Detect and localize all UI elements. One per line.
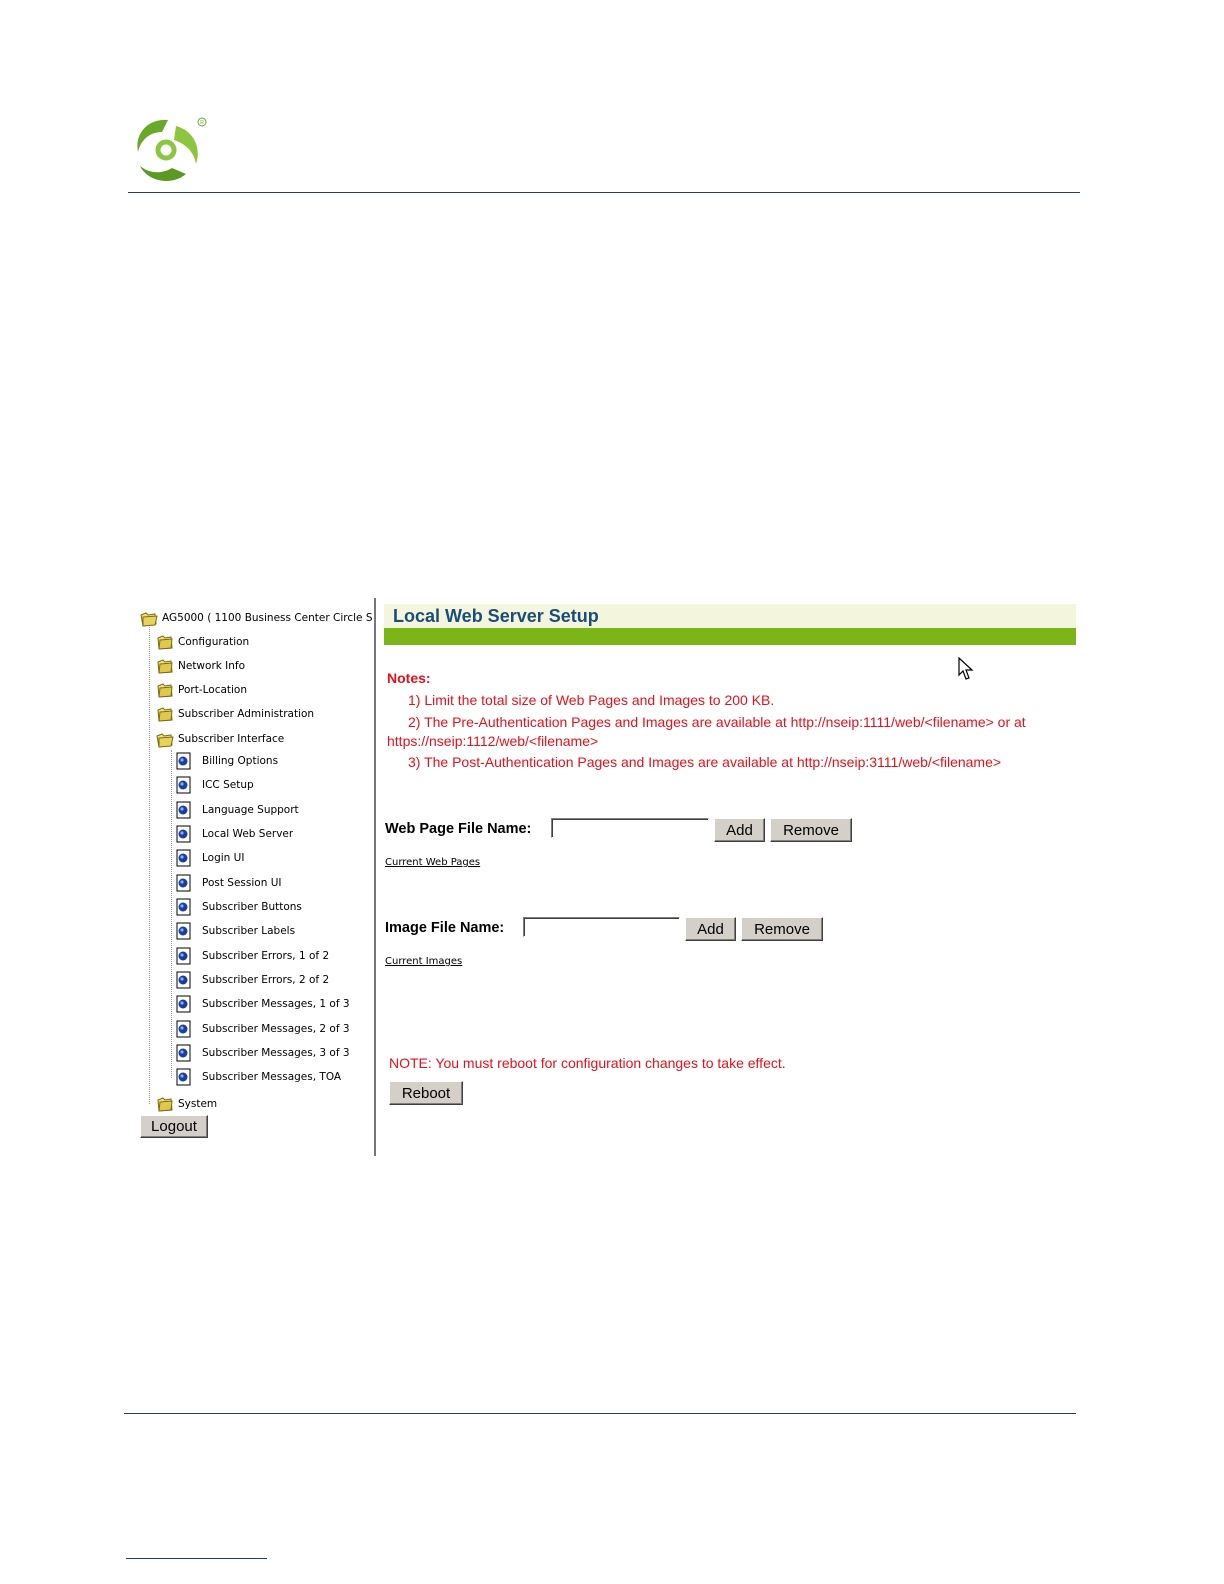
page-icon [176, 801, 192, 819]
tree-item-label: ICC Setup [202, 779, 254, 791]
page-icon [176, 1020, 192, 1038]
tree-folder-subscriber-administration[interactable] [156, 705, 314, 723]
folder-label: System [178, 1098, 218, 1110]
folder-icon [156, 658, 174, 675]
tree-item-label: Subscriber Messages, TOA [202, 1071, 342, 1083]
reboot-button[interactable]: Reboot [389, 1081, 463, 1105]
header-rule [128, 192, 1080, 193]
page-icon [176, 898, 192, 916]
tree-item-subscriber-messages-3[interactable] [176, 1044, 350, 1062]
tree-item-post-session-ui[interactable] [176, 874, 282, 892]
tree-item-subscriber-messages-2[interactable] [176, 1020, 350, 1038]
footnote-rule [126, 1558, 267, 1559]
page-icon [176, 971, 192, 989]
folder-icon [156, 1096, 174, 1113]
tree-item-label: Subscriber Errors, 1 of 2 [202, 950, 330, 962]
open-folder-icon [140, 610, 158, 627]
panel-divider [374, 598, 376, 1156]
folder-icon [156, 706, 174, 723]
folder-label: Configuration [178, 636, 250, 648]
page-icon [176, 1044, 192, 1062]
tree-item-label: Billing Options [202, 755, 279, 767]
page-icon [176, 752, 192, 770]
tree-item-icc-setup[interactable] [176, 776, 254, 794]
tree-item-label: Subscriber Buttons [202, 901, 302, 913]
reboot-note: NOTE: You must reboot for configuration changes to take effect. [389, 1055, 786, 1071]
page-icon [176, 995, 192, 1013]
tree-item-subscriber-errors-2[interactable] [176, 971, 329, 989]
tree-item-label: Login UI [202, 852, 245, 864]
tree-item-label: Subscriber Messages, 1 of 3 [202, 998, 350, 1010]
folder-label: Port-Location [178, 684, 248, 696]
remove-web-page-button[interactable]: Remove [770, 818, 852, 842]
page-icon [176, 1068, 192, 1086]
page-title: Local Web Server Setup [393, 606, 599, 626]
tree-item-subscriber-buttons[interactable] [176, 898, 302, 916]
tree-folder-port-location[interactable] [156, 681, 247, 699]
notes-heading: Notes: [387, 670, 431, 686]
note-1: 1) Limit the total size of Web Pages and Images to 200 KB. [408, 692, 775, 708]
page-icon [176, 776, 192, 794]
image-file-input[interactable] [523, 917, 680, 937]
note-2-continued: https://nseip:1112/web/<filename> [387, 733, 599, 749]
web-page-file-label: Web Page File Name: [385, 821, 532, 837]
folder-icon [156, 682, 174, 699]
tree-folder-network-info[interactable] [156, 657, 245, 675]
navigation-tree [138, 604, 374, 1156]
page-icon [176, 874, 192, 892]
tree-folder-system[interactable] [156, 1095, 217, 1113]
note-3: 3) The Post-Authentication Pages and Images are available at http://nseip:3111/web/<filename> [408, 754, 1002, 770]
tree-item-login-ui[interactable] [176, 849, 244, 867]
company-logo [128, 112, 212, 186]
tree-guide-line [149, 624, 150, 1104]
tree-folder-subscriber-interface[interactable] [156, 730, 284, 748]
folder-label: Network Info [178, 660, 246, 672]
tree-item-subscriber-messages-1[interactable] [176, 995, 350, 1013]
tree-guide-line [171, 750, 172, 1078]
svg-text:R: R [200, 120, 204, 126]
logout-button[interactable]: Logout [140, 1115, 208, 1138]
tree-item-billing-options[interactable] [176, 752, 278, 770]
tree-item-subscriber-labels[interactable] [176, 922, 295, 940]
tree-item-subscriber-messages-toa[interactable] [176, 1068, 341, 1086]
tree-folder-configuration[interactable] [156, 633, 249, 651]
tree-item-label: Local Web Server [202, 828, 294, 840]
folder-icon [156, 634, 174, 651]
note-2: 2) The Pre-Authentication Pages and Images are available at http://nseip:1111/web/<filename> or at [408, 714, 1026, 730]
remove-image-button[interactable]: Remove [741, 917, 823, 941]
current-images-link[interactable]: Current Images [385, 956, 463, 967]
page-icon [176, 849, 192, 867]
tree-item-local-web-server[interactable] [176, 825, 293, 843]
tree-item-language-support[interactable] [176, 801, 299, 819]
tree-item-label: Subscriber Messages, 3 of 3 [202, 1047, 350, 1059]
folder-label: Subscriber Administration [178, 708, 315, 720]
tree-item-label: Subscriber Labels [202, 925, 296, 937]
tree-item-subscriber-errors-1[interactable] [176, 947, 329, 965]
web-page-file-input[interactable] [551, 818, 709, 838]
page-icon [176, 825, 192, 843]
open-folder-icon [156, 731, 174, 748]
tree-root[interactable] [140, 609, 373, 627]
tree-item-label: Subscriber Errors, 2 of 2 [202, 974, 330, 986]
title-accent-bar [384, 628, 1076, 645]
page-icon [176, 922, 192, 940]
current-web-pages-link[interactable]: Current Web Pages [385, 857, 481, 868]
add-image-button[interactable]: Add [685, 917, 736, 941]
page-icon [176, 947, 192, 965]
image-file-label: Image File Name: [385, 920, 505, 936]
tree-item-label: Post Session UI [202, 877, 282, 889]
tree-item-label: Subscriber Messages, 2 of 3 [202, 1023, 350, 1035]
mouse-cursor-icon [958, 657, 974, 681]
add-web-page-button[interactable]: Add [714, 818, 765, 842]
tree-item-label: Language Support [202, 804, 299, 816]
tree-root-label: AG5000 ( 1100 Business Center Circle S [162, 612, 373, 624]
folder-label: Subscriber Interface [178, 733, 285, 745]
footer-rule [124, 1413, 1076, 1414]
